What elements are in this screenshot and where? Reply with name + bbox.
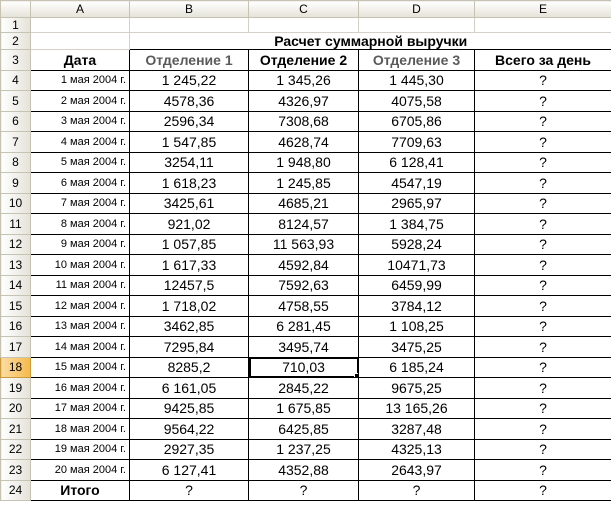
dept1-cell[interactable]: 12457,5 (130, 275, 249, 296)
header-cell-dept3[interactable]: Отделение 3 (359, 50, 475, 71)
dept1-cell[interactable]: 3425,61 (130, 193, 249, 214)
total-day-cell[interactable]: ? (475, 193, 611, 214)
dept2-cell[interactable]: 4326,97 (249, 91, 359, 112)
dept3-cell[interactable]: 10471,73 (359, 255, 475, 276)
dept3-cell[interactable]: 2965,97 (359, 193, 475, 214)
column-header-e[interactable]: E (475, 1, 611, 18)
total-day-cell[interactable]: ? (475, 234, 611, 255)
dept3-cell[interactable]: 6459,99 (359, 275, 475, 296)
cell[interactable] (475, 18, 611, 33)
dept3-cell[interactable]: 6 185,24 (359, 357, 475, 378)
row-header[interactable]: 24 (1, 480, 31, 501)
date-cell[interactable]: 14 мая 2004 г. (31, 337, 130, 358)
row-header[interactable]: 6 (1, 111, 31, 132)
dept3-cell[interactable]: 7709,63 (359, 132, 475, 153)
date-cell[interactable]: 15 мая 2004 г. (31, 357, 130, 378)
sheet-row-12 (1, 234, 611, 255)
dept1-cell[interactable]: 3462,85 (130, 316, 249, 337)
sheet-row-10 (1, 193, 611, 214)
row-header[interactable]: 11 (1, 214, 31, 235)
row-header[interactable]: 13 (1, 255, 31, 276)
dept1-cell[interactable]: 1 547,85 (130, 132, 249, 153)
dept3-cell[interactable]: 3287,48 (359, 419, 475, 440)
total-day-cell[interactable]: ? (475, 255, 611, 276)
sheet-row-1 (1, 18, 611, 33)
sheet-title-cell[interactable]: Расчет суммарной выручки (130, 33, 611, 50)
dept2-cell[interactable]: 4592,84 (249, 255, 359, 276)
sheet-row-18 (1, 357, 611, 378)
sheet-row-9 (1, 173, 611, 194)
dept1-cell[interactable]: 4578,36 (130, 91, 249, 112)
sheet-row-3 (1, 50, 611, 71)
dept1-cell[interactable]: 1 718,02 (130, 296, 249, 317)
total-day-cell[interactable]: ? (475, 316, 611, 337)
dept3-cell[interactable]: 5928,24 (359, 234, 475, 255)
header-cell-dept2[interactable]: Отделение 2 (249, 50, 359, 71)
sheet-row-16 (1, 316, 611, 337)
row-header[interactable]: 17 (1, 337, 31, 358)
dept1-cell[interactable]: 2596,34 (130, 111, 249, 132)
date-cell[interactable]: 16 мая 2004 г. (31, 378, 130, 399)
sheet-row-11 (1, 214, 611, 235)
sheet-row-6 (1, 111, 611, 132)
row-header[interactable]: 2 (1, 33, 31, 50)
dept3-cell[interactable]: 13 165,26 (359, 398, 475, 419)
total-day-cell[interactable]: ? (475, 275, 611, 296)
total-dept2-cell[interactable]: ? (249, 480, 359, 501)
total-day-cell[interactable]: ? (475, 357, 611, 378)
column-header-b[interactable]: B (130, 1, 249, 18)
date-cell[interactable]: 3 мая 2004 г. (31, 111, 130, 132)
row-header[interactable]: 8 (1, 152, 31, 173)
sheet-row-17 (1, 337, 611, 358)
date-cell[interactable]: 2 мая 2004 г. (31, 91, 130, 112)
sheet-row-21 (1, 419, 611, 440)
date-cell[interactable]: 9 мая 2004 г. (31, 234, 130, 255)
dept3-cell[interactable]: 6 128,41 (359, 152, 475, 173)
date-cell[interactable]: 5 мая 2004 г. (31, 152, 130, 173)
cell[interactable] (31, 18, 130, 33)
dept3-cell[interactable]: 4075,58 (359, 91, 475, 112)
date-cell[interactable]: 13 мая 2004 г. (31, 316, 130, 337)
dept2-cell[interactable]: 3495,74 (249, 337, 359, 358)
dept2-cell[interactable]: 7308,68 (249, 111, 359, 132)
dept1-cell[interactable]: 7295,84 (130, 337, 249, 358)
date-cell[interactable]: 4 мая 2004 г. (31, 132, 130, 153)
sheet-row-5 (1, 91, 611, 112)
sheet-row-totals (1, 480, 611, 501)
select-all-corner[interactable] (1, 1, 31, 18)
dept3-cell[interactable]: 3784,12 (359, 296, 475, 317)
date-cell[interactable]: 18 мая 2004 г. (31, 419, 130, 440)
sheet-row-7 (1, 132, 611, 153)
dept2-cell[interactable]: 1 245,85 (249, 173, 359, 194)
row-header[interactable]: 4 (1, 70, 31, 91)
row-header[interactable]: 14 (1, 275, 31, 296)
row-header[interactable]: 12 (1, 234, 31, 255)
date-cell[interactable]: 10 мая 2004 г. (31, 255, 130, 276)
dept3-cell[interactable]: 1 445,30 (359, 70, 475, 91)
active-cell[interactable]: 710,03 (249, 357, 359, 378)
row-header[interactable]: 23 (1, 460, 31, 481)
row-header[interactable]: 3 (1, 50, 31, 71)
row-header[interactable]: 16 (1, 316, 31, 337)
dept3-cell[interactable]: 3475,25 (359, 337, 475, 358)
total-day-cell[interactable]: ? (475, 296, 611, 317)
sheet-row-20 (1, 398, 611, 419)
fill-handle[interactable] (354, 373, 359, 378)
row-header[interactable]: 1 (1, 18, 31, 33)
dept3-cell[interactable]: 2643,97 (359, 460, 475, 481)
date-cell[interactable]: 7 мая 2004 г. (31, 193, 130, 214)
dept2-cell[interactable]: 1 345,26 (249, 70, 359, 91)
total-dept3-cell[interactable]: ? (359, 480, 475, 501)
cell[interactable] (130, 18, 249, 33)
date-cell[interactable]: 8 мая 2004 г. (31, 214, 130, 235)
date-cell[interactable]: 19 мая 2004 г. (31, 439, 130, 460)
dept3-cell[interactable]: 4547,19 (359, 173, 475, 194)
column-header-c[interactable]: C (249, 1, 359, 18)
dept1-cell[interactable]: 6 161,05 (130, 378, 249, 399)
total-day-cell[interactable]: ? (475, 398, 611, 419)
sheet-row-13 (1, 255, 611, 276)
cell[interactable] (249, 18, 359, 33)
sheet-row-15 (1, 296, 611, 317)
total-day-cell[interactable]: ? (475, 152, 611, 173)
row-header[interactable]: 22 (1, 439, 31, 460)
total-day-cell[interactable]: ? (475, 214, 611, 235)
dept2-cell[interactable]: 4685,21 (249, 193, 359, 214)
header-cell-dept1[interactable]: Отделение 1 (130, 50, 249, 71)
total-day-cell[interactable]: ? (475, 439, 611, 460)
dept2-cell[interactable]: 6 281,45 (249, 316, 359, 337)
sheet-row-14 (1, 275, 611, 296)
dept1-cell[interactable]: 1 618,23 (130, 173, 249, 194)
dept3-cell[interactable]: 1 108,25 (359, 316, 475, 337)
dept3-cell[interactable]: 1 384,75 (359, 214, 475, 235)
dept1-cell[interactable]: 1 057,85 (130, 234, 249, 255)
dept2-cell[interactable]: 6425,85 (249, 419, 359, 440)
row-header[interactable]: 21 (1, 419, 31, 440)
cell[interactable] (359, 18, 475, 33)
header-cell-total-day[interactable]: Всего за день (475, 50, 611, 71)
date-cell[interactable]: 6 мая 2004 г. (31, 173, 130, 194)
column-header-a[interactable]: A (31, 1, 130, 18)
dept1-cell[interactable]: 921,02 (130, 214, 249, 235)
dept1-cell[interactable]: 1 245,22 (130, 70, 249, 91)
totals-label-cell[interactable]: Итого (31, 480, 130, 501)
grand-total-cell[interactable]: ? (475, 480, 611, 501)
sheet-row-19 (1, 378, 611, 399)
date-cell[interactable]: 1 мая 2004 г. (31, 70, 130, 91)
sheet-row-8 (1, 152, 611, 173)
total-day-cell[interactable]: ? (475, 419, 611, 440)
date-cell[interactable]: 17 мая 2004 г. (31, 398, 130, 419)
row-header[interactable]: 9 (1, 173, 31, 194)
dept2-cell[interactable]: 4758,55 (249, 296, 359, 317)
total-day-cell[interactable]: ? (475, 173, 611, 194)
dept3-cell[interactable]: 9675,25 (359, 378, 475, 399)
row-header[interactable]: 10 (1, 193, 31, 214)
total-day-cell[interactable]: ? (475, 91, 611, 112)
sheet-row-2 (1, 33, 611, 50)
row-header[interactable]: 7 (1, 132, 31, 153)
cell[interactable] (31, 33, 130, 50)
dept2-cell[interactable]: 11 563,93 (249, 234, 359, 255)
total-dept1-cell[interactable]: ? (130, 480, 249, 501)
dept2-cell[interactable]: 2845,22 (249, 378, 359, 399)
total-day-cell[interactable]: ? (475, 460, 611, 481)
row-header[interactable]: 20 (1, 398, 31, 419)
total-day-cell[interactable]: ? (475, 132, 611, 153)
sheet-row-23 (1, 460, 611, 481)
date-cell[interactable]: 12 мая 2004 г. (31, 296, 130, 317)
row-header[interactable]: 5 (1, 91, 31, 112)
total-day-cell[interactable]: ? (475, 378, 611, 399)
total-day-cell[interactable]: ? (475, 111, 611, 132)
dept1-cell[interactable]: 8285,2 (130, 357, 249, 378)
total-day-cell[interactable]: ? (475, 337, 611, 358)
dept1-cell[interactable]: 2927,35 (130, 439, 249, 460)
dept1-cell[interactable]: 9564,22 (130, 419, 249, 440)
dept2-cell[interactable]: 1 237,25 (249, 439, 359, 460)
date-cell[interactable]: 20 мая 2004 г. (31, 460, 130, 481)
date-cell[interactable]: 11 мая 2004 г. (31, 275, 130, 296)
dept2-cell[interactable]: 7592,63 (249, 275, 359, 296)
dept2-cell[interactable]: 1 675,85 (249, 398, 359, 419)
dept3-cell[interactable]: 4325,13 (359, 439, 475, 460)
dept2-cell[interactable]: 4628,74 (249, 132, 359, 153)
dept3-cell[interactable]: 6705,86 (359, 111, 475, 132)
dept2-cell[interactable]: 4352,88 (249, 460, 359, 481)
total-day-cell[interactable]: ? (475, 70, 611, 91)
row-header[interactable]: 18 (1, 357, 31, 378)
dept1-cell[interactable]: 6 127,41 (130, 460, 249, 481)
header-cell-date[interactable]: Дата (31, 50, 130, 71)
dept1-cell[interactable]: 1 617,33 (130, 255, 249, 276)
sheet-row-4 (1, 70, 611, 91)
dept1-cell[interactable]: 3254,11 (130, 152, 249, 173)
dept2-cell[interactable]: 8124,57 (249, 214, 359, 235)
dept2-cell[interactable]: 1 948,80 (249, 152, 359, 173)
row-header[interactable]: 15 (1, 296, 31, 317)
row-header[interactable]: 19 (1, 378, 31, 399)
sheet-row-22 (1, 439, 611, 460)
column-header-d[interactable]: D (359, 1, 475, 18)
dept1-cell[interactable]: 9425,85 (130, 398, 249, 419)
